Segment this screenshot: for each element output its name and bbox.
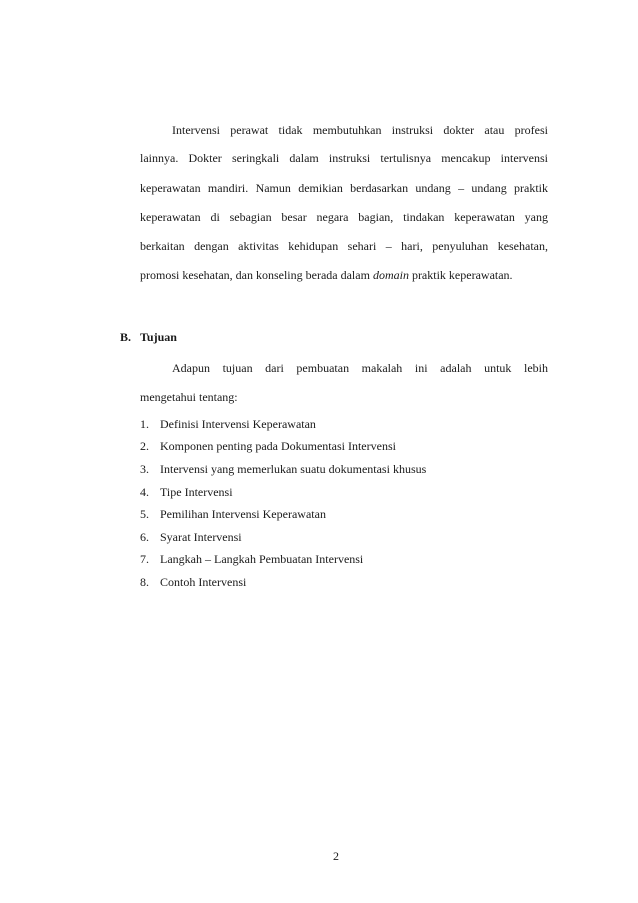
list-number: 6. — [140, 530, 149, 544]
intro-paragraph-line-1: Intervensi perawat tidak membutuhkan instruksi dokter atau profesi — [172, 123, 548, 137]
intro-paragraph-line-4: keperawatan di sebagian besar negara bagian, tindakan keperawatan yang — [140, 210, 548, 224]
intro-paragraph-line-6 — [140, 267, 548, 283]
intro-paragraph-line-2: lainnya. Dokter seringkali dalam instruksi tertulisnya mencakup intervensi — [140, 151, 548, 165]
intro-last-line-text: promosi kesehatan, dan konseling berada dalam — [140, 268, 373, 282]
list-item — [140, 506, 548, 522]
list-text: Contoh Intervensi — [160, 575, 247, 589]
list-number: 4. — [140, 485, 149, 499]
list-number: 2. — [140, 439, 149, 453]
list-item — [140, 416, 548, 432]
intro-paragraph-line-3: keperawatan mandiri. Namun demikian berdasarkan undang – undang praktik — [140, 181, 548, 195]
list-text: Definisi Intervensi Keperawatan — [160, 417, 316, 431]
list-number: 7. — [140, 552, 149, 566]
intro-paragraph-line-5: berkaitan dengan aktivitas kehidupan sehari – hari, penyuluhan kesehatan, — [140, 239, 548, 253]
list-item — [140, 438, 548, 454]
list-text: Syarat Intervensi — [160, 530, 242, 544]
section-title: Tujuan — [140, 330, 177, 344]
purpose-paragraph-line-2: mengetahui tentang: — [140, 390, 238, 404]
section-marker: B. — [120, 330, 132, 344]
list-text: Langkah – Langkah Pembuatan Intervensi — [160, 552, 364, 566]
italic-term: domain — [372, 268, 409, 282]
list-item — [140, 461, 548, 477]
page-number: 2 — [333, 849, 339, 863]
list-number: 3. — [140, 462, 149, 476]
list-item — [140, 574, 548, 590]
list-item — [140, 551, 548, 567]
purpose-paragraph-line-1: Adapun tujuan dari pembuatan makalah ini adalah untuk lebih — [172, 361, 548, 375]
list-item — [140, 484, 548, 500]
list-text: Pemilihan Intervensi Keperawatan — [160, 507, 326, 521]
list-text: Tipe Intervensi — [160, 485, 233, 499]
list-text: Intervensi yang memerlukan suatu dokumentasi khusus — [160, 462, 427, 476]
list-number: 8. — [140, 575, 149, 589]
intro-last-line-end: praktik keperawatan. — [408, 268, 513, 282]
list-text: Komponen penting pada Dokumentasi Intervensi — [160, 439, 396, 453]
list-item — [140, 529, 548, 545]
list-number: 1. — [140, 417, 149, 431]
list-number: 5. — [140, 507, 149, 521]
